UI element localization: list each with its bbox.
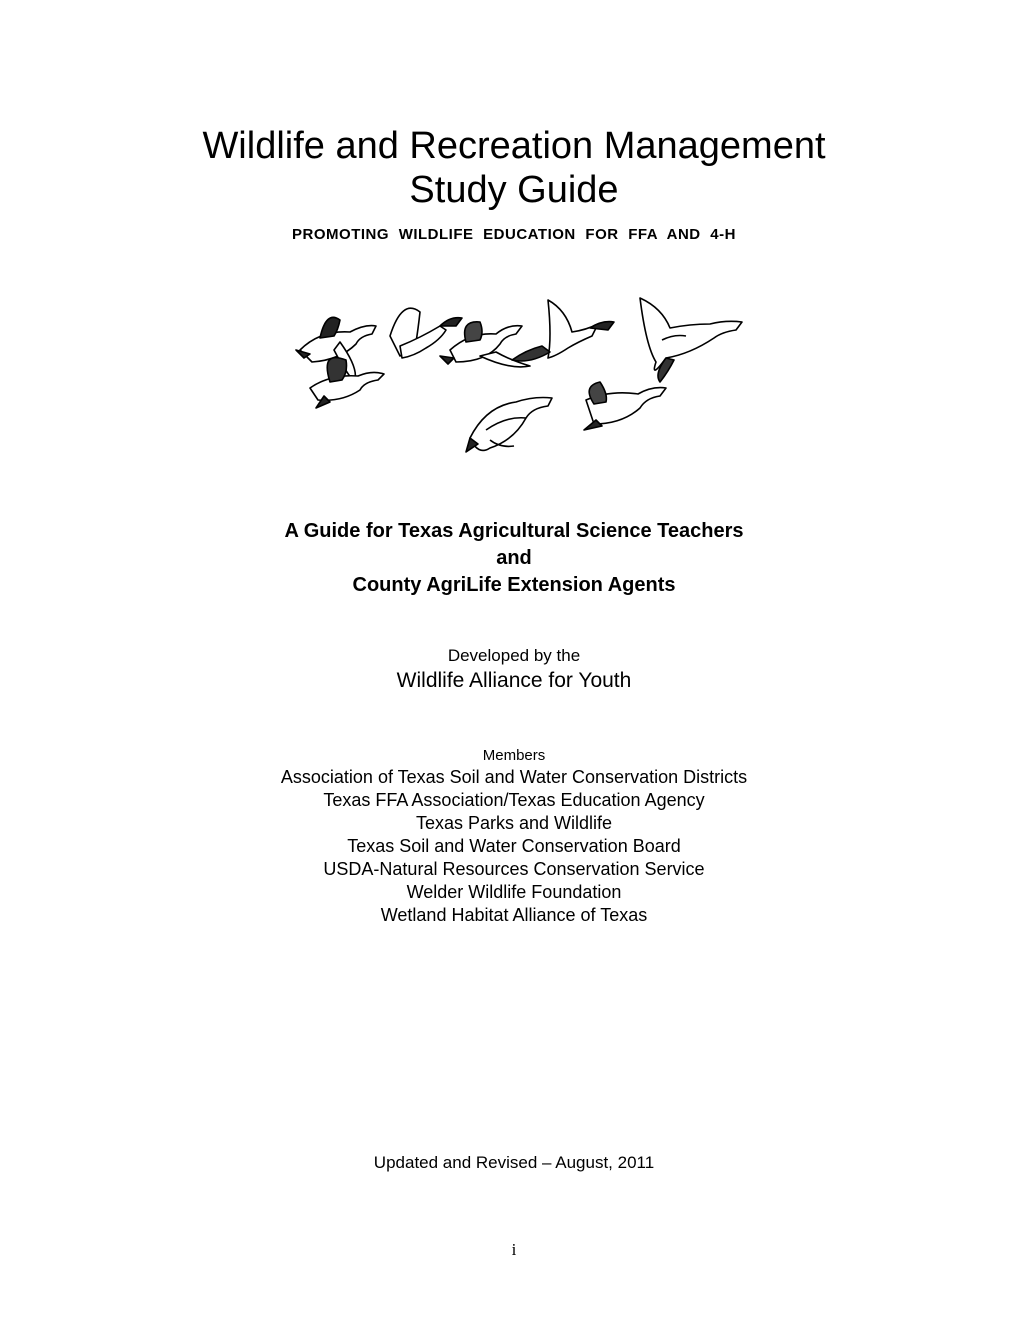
duck-8 [584,382,666,430]
member-item: Texas Soil and Water Conservation Board [347,836,681,856]
member-item: Texas Parks and Wildlife [415,813,613,833]
flying-ducks-illustration [290,290,750,462]
revision-date: Updated and Revised – August, 2011 [373,1153,655,1172]
guide-line-2: and [496,547,532,569]
member-list [0,766,1020,927]
subtitle: PROMOTING WILDLIFE EDUCATION FOR FFA AND 4-H [292,226,736,243]
duck-6 [640,298,742,382]
developer-name: Wildlife Alliance for Youth [396,669,632,692]
member-item: USDA-Natural Resources Conservation Service [323,859,705,879]
page-number: i [511,1240,517,1259]
developed-by-label: Developed by the [447,646,581,665]
guide-line-1: A Guide for Texas Agricultural Science Teachers [284,520,744,542]
member-item: Welder Wildlife Foundation [406,882,622,902]
duck-2 [310,358,384,408]
duck-7 [466,398,552,453]
members-label: Members [482,747,546,764]
guide-line-3: County AgriLife Extension Agents [352,574,676,596]
title-line-2: Study Guide [409,169,619,211]
title-line-1: Wildlife and Recreation Management [202,125,826,167]
member-item: Texas FFA Association/Texas Education Agency [323,790,705,810]
duck-5 [512,300,614,361]
member-item: Association of Texas Soil and Water Conservation Districts [280,767,748,787]
member-item: Wetland Habitat Alliance of Texas [380,905,648,925]
